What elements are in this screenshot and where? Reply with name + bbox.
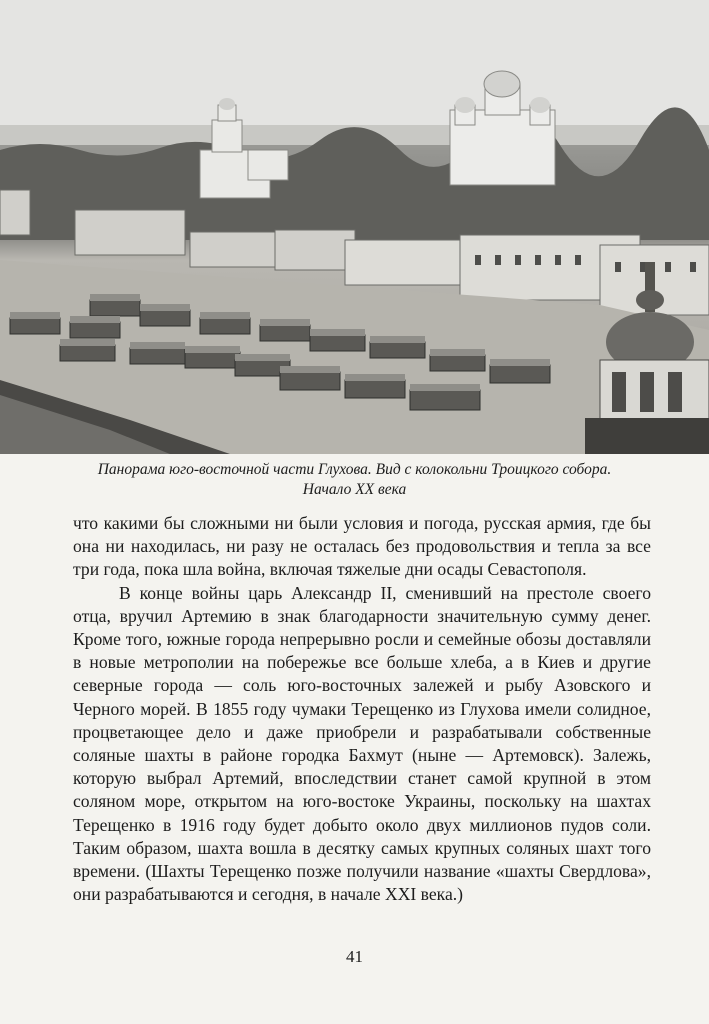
caption-line-1: Панорама юго-восточной части Глухова. Вид с колокольни Троицкого собора. [97, 461, 612, 478]
photo-caption [40, 460, 669, 500]
paragraph-2: В конце войны царь Александр II, сменивший на престоле своего отца, вручил Артемию в знак благодарности значительную сумму денег. Кроме того, южные города непрерывно росли и семейные обозы доставляли в новые метрополии на побережье все больше хлеба, а в Киев и другие северные города — соль юго-восточных залежей и рыбу Азовского и Черного морей. В 1855 году чумаки Терещенко из Глухова имели солидное, процветающее дело и даже приобрели и разрабатывали собственные соляные шахты в районе городка Бахмут (ныне — Артемовск). Залежь, которую выбрал Артемий, впоследствии станет самой крупной в этом соляном море, открытом на юго-востоке Украины, поскольку на шахтах Терещенко в 1916 году будет добыто около двух миллионов пудов соли. Таким образом, шахта вошла в десятку самых крупных соляных шахт того времени. (Шахты Терещенко позже получили название «шахты Свердлова», они разрабатываются и сегодня, в начале XXI века.) [73, 582, 651, 905]
body-text [73, 512, 651, 906]
caption-line-2: Начало XX века [302, 481, 407, 498]
page-number: 41 [346, 947, 363, 966]
panorama-photo [0, 0, 709, 454]
panorama-photo-illustration [0, 0, 709, 454]
paragraph-1: что какими бы сложными ни были условия и погода, русская армия, где бы она ни находилась, ни разу не осталась без продовольствия и тепла за все три года, пока шла война, включая тяжелые дни осады Севастополя. [73, 513, 651, 580]
